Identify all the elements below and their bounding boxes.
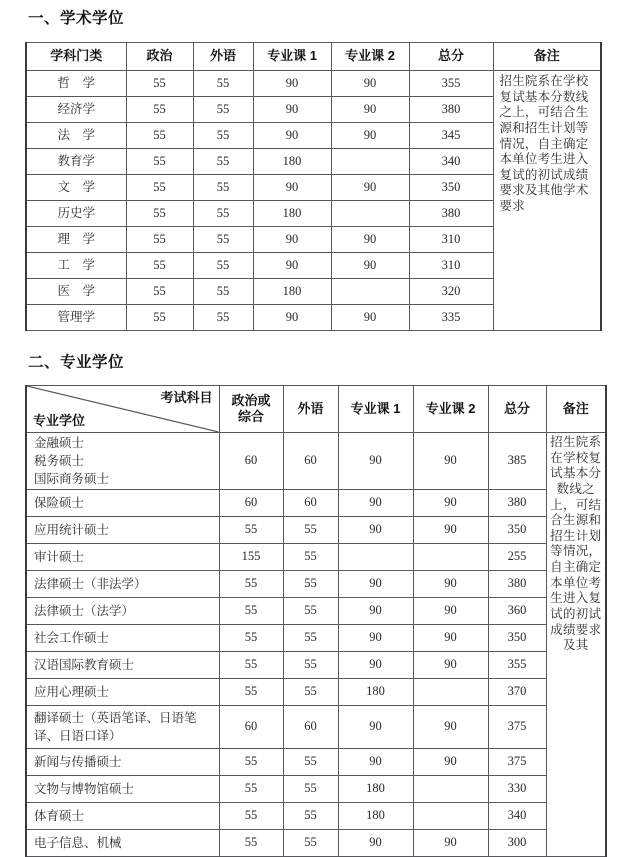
cell-major2	[331, 201, 409, 227]
cell-subject: 医 学	[26, 279, 126, 305]
corner-label-professional-degree: 专业学位	[33, 412, 86, 428]
cell-major2: 90	[413, 652, 488, 679]
degree-name-line: 法律硕士（法学）	[34, 603, 135, 618]
cell-foreign: 55	[283, 571, 338, 598]
cell-degree-name	[26, 776, 219, 803]
degree-name-line: 应用统计硕士	[34, 522, 110, 537]
academic-header-row	[26, 43, 601, 71]
cell-total: 380	[488, 571, 546, 598]
cell-major2: 90	[413, 625, 488, 652]
cell-degree-name	[26, 571, 219, 598]
cell-politics: 55	[126, 123, 193, 149]
table-row	[26, 830, 606, 857]
table-row	[26, 749, 606, 776]
cell-major1: 180	[253, 149, 331, 175]
cell-total: 375	[488, 749, 546, 776]
cell-foreign: 55	[193, 175, 253, 201]
cell-total: 330	[488, 776, 546, 803]
cell-total: 350	[409, 175, 493, 201]
cell-major1: 180	[253, 279, 331, 305]
cell-politics: 55	[219, 749, 283, 776]
header-politics-line2: 综合	[237, 409, 264, 424]
cell-politics: 55	[126, 175, 193, 201]
cell-major2: 90	[331, 175, 409, 201]
cell-politics: 55	[219, 830, 283, 857]
cell-foreign: 55	[193, 97, 253, 123]
cell-major2: 90	[331, 305, 409, 331]
cell-major2: 90	[413, 433, 488, 490]
cell-politics: 55	[126, 71, 193, 97]
cell-major2: 90	[413, 571, 488, 598]
cell-total: 310	[409, 227, 493, 253]
cell-foreign: 55	[193, 123, 253, 149]
cell-politics: 55	[126, 97, 193, 123]
section-heading-academic: 一、学术学位	[28, 10, 125, 27]
cell-major1: 180	[338, 776, 413, 803]
cell-degree-name	[26, 625, 219, 652]
cell-politics: 60	[219, 433, 283, 490]
header-major-course-1: 专业课 1	[253, 43, 331, 71]
cell-politics: 55	[126, 253, 193, 279]
cell-degree-name	[26, 433, 219, 490]
cell-major2: 90	[413, 490, 488, 517]
cell-major2: 90	[331, 123, 409, 149]
cell-politics: 60	[219, 490, 283, 517]
cell-major2: 90	[413, 706, 488, 749]
cell-major1: 90	[253, 97, 331, 123]
cell-foreign: 60	[283, 490, 338, 517]
degree-name-line: 译、日语口译）	[34, 729, 122, 743]
degree-name-line: 保险硕士	[34, 495, 85, 510]
cell-subject: 工 学	[26, 253, 126, 279]
cell-foreign: 55	[193, 227, 253, 253]
cell-total: 370	[488, 679, 546, 706]
cell-foreign: 55	[283, 749, 338, 776]
cell-foreign: 55	[283, 544, 338, 571]
header-total-score: 总分	[488, 386, 546, 433]
cell-politics: 155	[219, 544, 283, 571]
degree-name-line: 法律硕士（非法学）	[34, 576, 147, 591]
cell-total: 335	[409, 305, 493, 331]
cell-total: 385	[488, 433, 546, 490]
cell-politics: 55	[219, 625, 283, 652]
degree-name-line: 文物与博物馆硕士	[34, 781, 135, 796]
cell-foreign: 60	[283, 433, 338, 490]
header-major-course-1: 专业课 1	[338, 386, 413, 433]
cell-subject: 管理学	[26, 305, 126, 331]
cell-major1: 180	[338, 679, 413, 706]
professional-degree-score-table	[25, 385, 607, 857]
header-politics-or-comprehensive	[219, 386, 283, 433]
cell-major1: 90	[338, 598, 413, 625]
degree-name-line: 汉语国际教育硕士	[34, 657, 135, 672]
cell-degree-name	[26, 706, 219, 749]
cell-foreign: 55	[193, 201, 253, 227]
degree-name-line: 应用心理硕士	[34, 684, 110, 699]
cell-major2: 90	[413, 517, 488, 544]
professional-table-head	[26, 386, 606, 433]
degree-name-line: 翻译硕士（英语笔译、日语笔	[34, 710, 197, 725]
table-row	[26, 776, 606, 803]
professional-header-row	[26, 386, 606, 433]
cell-degree-name	[26, 517, 219, 544]
cell-foreign: 55	[283, 803, 338, 830]
degree-name-line: 电子信息、机械	[34, 835, 122, 850]
cell-total: 340	[409, 149, 493, 175]
cell-major2	[331, 279, 409, 305]
cell-degree-name	[26, 598, 219, 625]
cell-major2	[331, 149, 409, 175]
cell-total: 300	[488, 830, 546, 857]
cell-remark: 招生院系在学校复试基本分数线之上，可结合生源和招生计划等情况，自主确定本单位考生进入复试的初试成绩要求及其	[546, 433, 606, 857]
corner-label-exam-subject: 考试科目	[160, 390, 213, 405]
cell-subject: 经济学	[26, 97, 126, 123]
cell-politics: 55	[126, 279, 193, 305]
cell-major1: 180	[253, 201, 331, 227]
cell-major1: 90	[253, 253, 331, 279]
cell-foreign: 55	[193, 253, 253, 279]
cell-major1: 90	[253, 71, 331, 97]
cell-foreign: 60	[283, 706, 338, 749]
cell-major1: 180	[338, 803, 413, 830]
header-major-course-2: 专业课 2	[413, 386, 488, 433]
cell-subject: 教育学	[26, 149, 126, 175]
cell-politics: 55	[219, 803, 283, 830]
cell-politics: 55	[219, 776, 283, 803]
cell-politics: 55	[126, 149, 193, 175]
cell-major2: 90	[331, 227, 409, 253]
cell-politics: 55	[219, 517, 283, 544]
cell-subject: 文 学	[26, 175, 126, 201]
cell-foreign: 55	[283, 598, 338, 625]
cell-degree-name	[26, 749, 219, 776]
header-remark: 备注	[493, 43, 601, 71]
cell-foreign: 55	[193, 305, 253, 331]
cell-foreign: 55	[283, 625, 338, 652]
cell-major1	[338, 544, 413, 571]
degree-name-line: 金融硕士	[34, 435, 85, 450]
cell-politics: 55	[126, 201, 193, 227]
cell-major2: 90	[331, 97, 409, 123]
cell-major2	[413, 776, 488, 803]
cell-total: 380	[409, 201, 493, 227]
cell-politics: 55	[219, 652, 283, 679]
cell-degree-name	[26, 679, 219, 706]
cell-major1: 90	[338, 652, 413, 679]
degree-name-line: 国际商务硕士	[34, 472, 110, 487]
cell-politics: 55	[219, 598, 283, 625]
table-row	[26, 490, 606, 517]
table-row	[26, 625, 606, 652]
table-row	[26, 517, 606, 544]
degree-name-line: 体育硕士	[34, 808, 85, 823]
cell-major1: 90	[253, 123, 331, 149]
cell-major1: 90	[338, 830, 413, 857]
cell-total: 345	[409, 123, 493, 149]
cell-foreign: 55	[193, 279, 253, 305]
cell-major2	[413, 544, 488, 571]
cell-politics: 55	[126, 227, 193, 253]
cell-major2: 90	[331, 253, 409, 279]
cell-major1: 90	[338, 706, 413, 749]
table-row	[26, 706, 606, 749]
header-major-course-2: 专业课 2	[331, 43, 409, 71]
cell-total: 320	[409, 279, 493, 305]
table-row	[26, 598, 606, 625]
header-foreign-language: 外语	[283, 386, 338, 433]
cell-total: 375	[488, 706, 546, 749]
cell-total: 255	[488, 544, 546, 571]
table-row	[26, 679, 606, 706]
degree-name-line: 新闻与传播硕士	[34, 754, 122, 769]
academic-table-body	[26, 71, 601, 331]
cell-foreign: 55	[283, 679, 338, 706]
cell-subject: 历史学	[26, 201, 126, 227]
degree-name-line: 社会工作硕士	[34, 630, 110, 645]
header-foreign-language: 外语	[193, 43, 253, 71]
cell-foreign: 55	[193, 71, 253, 97]
table-row	[26, 544, 606, 571]
cell-foreign: 55	[193, 149, 253, 175]
table-row	[26, 652, 606, 679]
cell-subject: 法 学	[26, 123, 126, 149]
cell-degree-name	[26, 652, 219, 679]
cell-foreign: 55	[283, 830, 338, 857]
header-remark: 备注	[546, 386, 606, 433]
cell-major1: 90	[338, 490, 413, 517]
header-total-score: 总分	[409, 43, 493, 71]
academic-degree-score-table	[25, 42, 602, 331]
academic-table-head	[26, 43, 601, 71]
cell-subject: 哲 学	[26, 71, 126, 97]
header-politics: 政治	[126, 43, 193, 71]
cell-total: 355	[488, 652, 546, 679]
cell-foreign: 55	[283, 776, 338, 803]
header-politics-line1: 政治或	[231, 392, 271, 408]
degree-name-line: 审计硕士	[34, 549, 85, 564]
cell-subject: 理 学	[26, 227, 126, 253]
cell-major2: 90	[331, 71, 409, 97]
cell-major1: 90	[253, 175, 331, 201]
cell-foreign: 55	[283, 517, 338, 544]
cell-politics: 55	[126, 305, 193, 331]
cell-politics: 55	[219, 571, 283, 598]
professional-table-body	[26, 433, 606, 857]
diagonal-corner-header	[26, 386, 219, 433]
cell-politics: 60	[219, 706, 283, 749]
cell-total: 310	[409, 253, 493, 279]
cell-major2	[413, 803, 488, 830]
cell-foreign: 55	[283, 652, 338, 679]
cell-degree-name	[26, 830, 219, 857]
cell-major1: 90	[253, 305, 331, 331]
cell-degree-name	[26, 490, 219, 517]
cell-remark: 招生院系在学校复试基本分数线之上，可结合生源和招生计划等情况，自主确定本单位考生进入复试的初试成绩要求及其他学术要求	[493, 71, 601, 331]
table-row	[26, 433, 606, 490]
table-row	[26, 571, 606, 598]
cell-total: 340	[488, 803, 546, 830]
cell-major2: 90	[413, 830, 488, 857]
cell-degree-name	[26, 544, 219, 571]
cell-major1: 90	[338, 749, 413, 776]
cell-total: 360	[488, 598, 546, 625]
table-row	[26, 803, 606, 830]
cell-degree-name	[26, 803, 219, 830]
cell-major1: 90	[338, 433, 413, 490]
cell-major2	[413, 679, 488, 706]
section-heading-professional: 二、专业学位	[28, 354, 125, 371]
cell-total: 350	[488, 625, 546, 652]
cell-major1: 90	[338, 571, 413, 598]
cell-major1: 90	[338, 517, 413, 544]
cell-total: 350	[488, 517, 546, 544]
cell-total: 380	[409, 97, 493, 123]
cell-major2: 90	[413, 598, 488, 625]
degree-name-line: 税务硕士	[34, 453, 85, 468]
cell-major1: 90	[253, 227, 331, 253]
cell-total: 380	[488, 490, 546, 517]
cell-total: 355	[409, 71, 493, 97]
cell-major1: 90	[338, 625, 413, 652]
table-row	[26, 71, 601, 97]
cell-major2: 90	[413, 749, 488, 776]
cell-politics: 55	[219, 679, 283, 706]
header-subject-category: 学科门类	[26, 43, 126, 71]
